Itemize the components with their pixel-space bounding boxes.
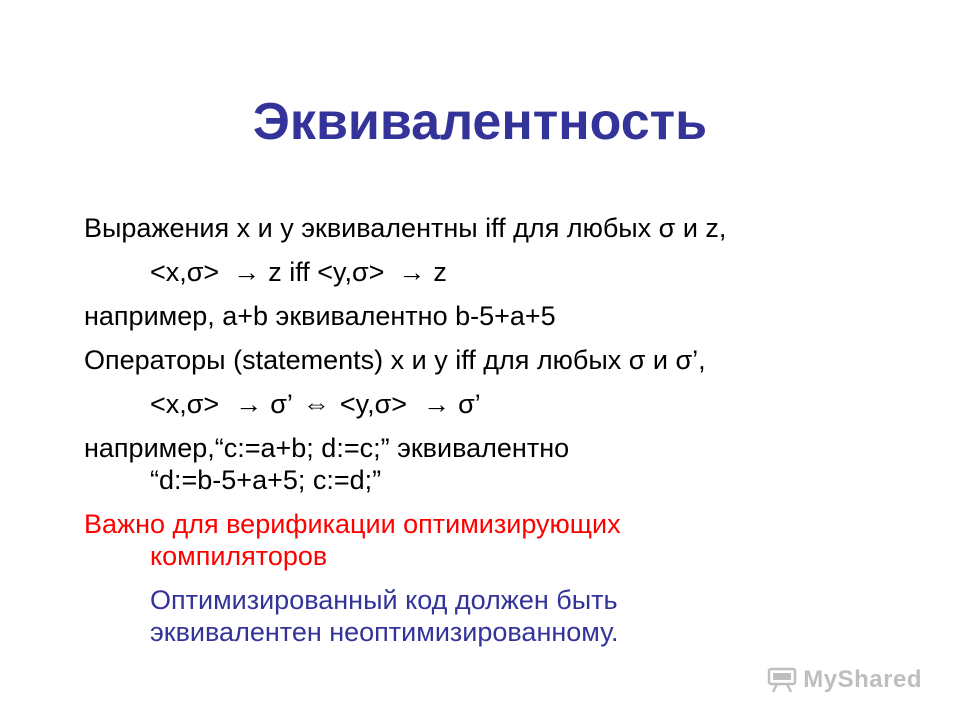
formula-sigma-prime: σ’ — [458, 389, 481, 419]
formula-sigma-prime: σ’ — [270, 389, 293, 419]
arrow-icon: → — [398, 257, 426, 287]
projector-icon — [767, 667, 797, 693]
slide-body — [84, 212, 904, 648]
line-optimized-code-note: Оптимизированный код должен быть — [150, 585, 618, 615]
line-important-note: Важно для верификации оптимизирующих — [84, 509, 621, 539]
formula-z: z — [433, 257, 447, 287]
arrow-icon: → — [233, 257, 261, 287]
arrow-icon: → — [235, 389, 263, 419]
line-expressions-definition: Выражения x и y эквивалентны iff для любых σ и z, — [84, 213, 727, 243]
formula-x-state: <x,σ> — [150, 257, 220, 287]
formula-y-state: <y,σ> — [339, 389, 408, 419]
watermark-text: MyShared — [803, 666, 922, 693]
line-expressions-formula — [84, 256, 904, 288]
line-statements-definition: Операторы (statements) x и y iff для любых σ и σ’, — [84, 345, 706, 375]
line-important-note-cont: компиляторов — [150, 541, 328, 571]
watermark — [767, 666, 922, 694]
line-statement-example: например,“c:=a+b; d:=c;” эквивалентно — [84, 433, 570, 463]
line-statements-formula — [84, 388, 904, 420]
formula-z-iff-y-state: z iff <y,σ> — [268, 257, 385, 287]
line-expression-example: например, a+b эквивалентно b-5+a+5 — [84, 301, 556, 331]
formula-x-state: <x,σ> — [150, 389, 220, 419]
line-statement-example-cont: “d:=b-5+a+5; c:=d;” — [150, 465, 382, 495]
iff-arrow-icon: ⇔ — [302, 389, 330, 419]
slide-title: Эквивалентность — [252, 93, 708, 151]
arrow-icon: → — [423, 389, 451, 419]
line-optimized-code-note-cont: эквивалентен неоптимизированному. — [150, 617, 619, 647]
